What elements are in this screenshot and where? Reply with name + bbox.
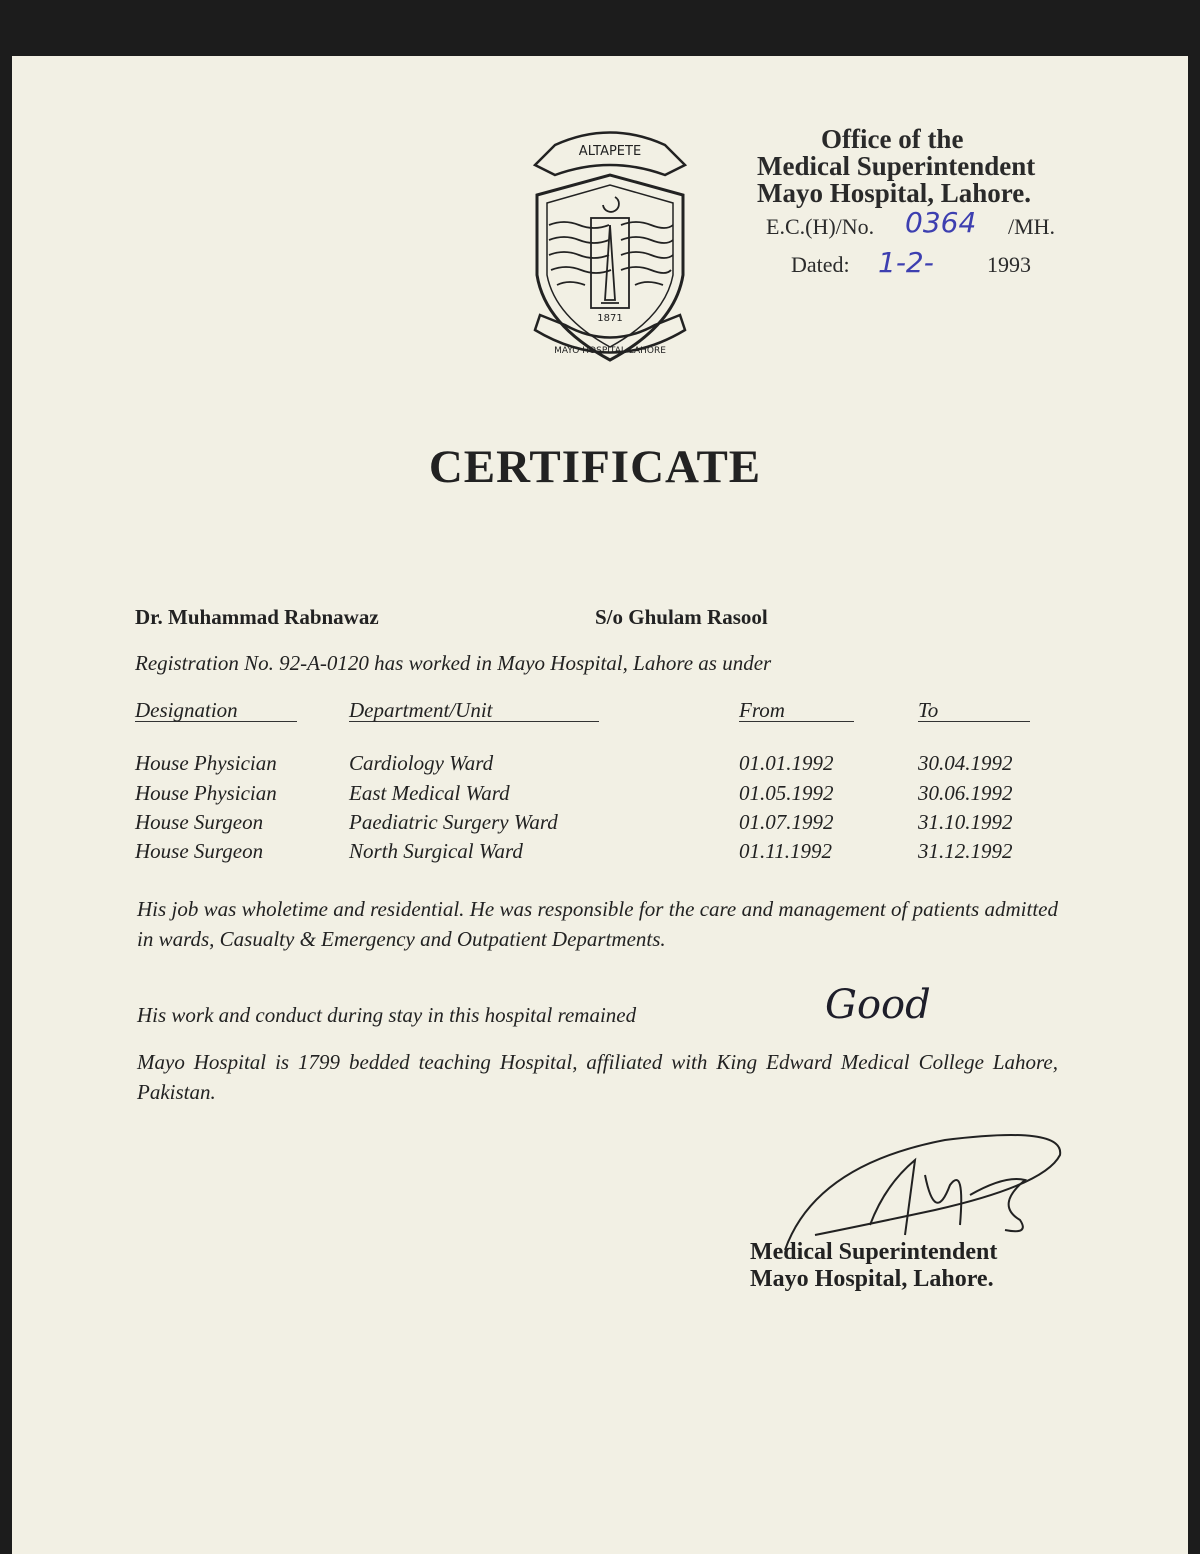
designation-cell: House Physician bbox=[135, 751, 277, 775]
hospital-paragraph: Mayo Hospital is 1799 bedded teaching Hospital, affiliated with King Edward Medical College Lahore, Pakistan. bbox=[137, 1050, 1058, 1104]
department-cell: Cardiology Ward bbox=[349, 751, 494, 775]
dated-label: Dated: bbox=[791, 252, 850, 277]
designation-cell: House Surgeon bbox=[135, 839, 264, 863]
logo-year: 1871 bbox=[597, 313, 623, 324]
header-title: Medical Superintendent bbox=[757, 151, 1036, 181]
conduct-handwritten: Good bbox=[825, 982, 931, 1028]
department-cell: Paediatric Surgery Ward bbox=[349, 810, 558, 834]
duties-paragraph: His job was wholetime and residential. He was responsible for the care and management of patients admitted in wards, Casualty & Emergency and Outpatient Departments. bbox=[137, 897, 1058, 951]
certificate-title: CERTIFICATE bbox=[428, 441, 762, 493]
to-cell: 31.10.1992 bbox=[918, 810, 1013, 834]
ref-prefix: E.C.(H)/No. bbox=[766, 214, 875, 239]
header-department: Department/Unit bbox=[349, 699, 599, 722]
ref-number-handwritten: 0364 bbox=[905, 206, 977, 239]
designation-cell: House Surgeon bbox=[135, 810, 264, 834]
ref-suffix: /MH. bbox=[1008, 214, 1056, 239]
registration-line: Registration No. 92-A-0120 has worked in Mayo Hospital, Lahore as under bbox=[135, 651, 772, 675]
header-office: Office of the bbox=[821, 124, 964, 154]
department-cell: East Medical Ward bbox=[349, 781, 510, 805]
dated-year: 1993 bbox=[987, 252, 1031, 277]
to-cell: 30.06.1992 bbox=[918, 781, 1013, 805]
header-from: From bbox=[739, 699, 854, 722]
from-cell: 01.11.1992 bbox=[739, 839, 832, 863]
to-cell: 31.12.1992 bbox=[918, 839, 1013, 863]
person-parent: S/o Ghulam Rasool bbox=[595, 605, 768, 629]
dated-handwritten: 1-2- bbox=[878, 246, 934, 279]
from-cell: 01.07.1992 bbox=[739, 810, 834, 834]
to-cell: 30.04.1992 bbox=[918, 751, 1013, 775]
header-designation: Designation bbox=[135, 699, 297, 722]
signature-title: Medical Superintendent bbox=[750, 1239, 998, 1265]
header-hospital: Mayo Hospital, Lahore. bbox=[757, 178, 1032, 208]
from-cell: 01.05.1992 bbox=[739, 781, 834, 805]
logo-motto: ALTAPETE bbox=[578, 144, 642, 159]
header-to: To bbox=[918, 699, 1030, 722]
hospital-crest-logo bbox=[525, 125, 695, 375]
person-name: Dr. Muhammad Rabnawaz bbox=[135, 605, 379, 629]
department-cell: North Surgical Ward bbox=[349, 839, 523, 863]
designation-cell: House Physician bbox=[135, 781, 277, 805]
conduct-text: His work and conduct during stay in this hospital remained bbox=[137, 1003, 637, 1027]
logo-ribbon-text: MAYO HOSPITAL LAHORE bbox=[554, 346, 666, 356]
signature-hospital: Mayo Hospital, Lahore. bbox=[750, 1266, 994, 1292]
from-cell: 01.01.1992 bbox=[739, 751, 834, 775]
